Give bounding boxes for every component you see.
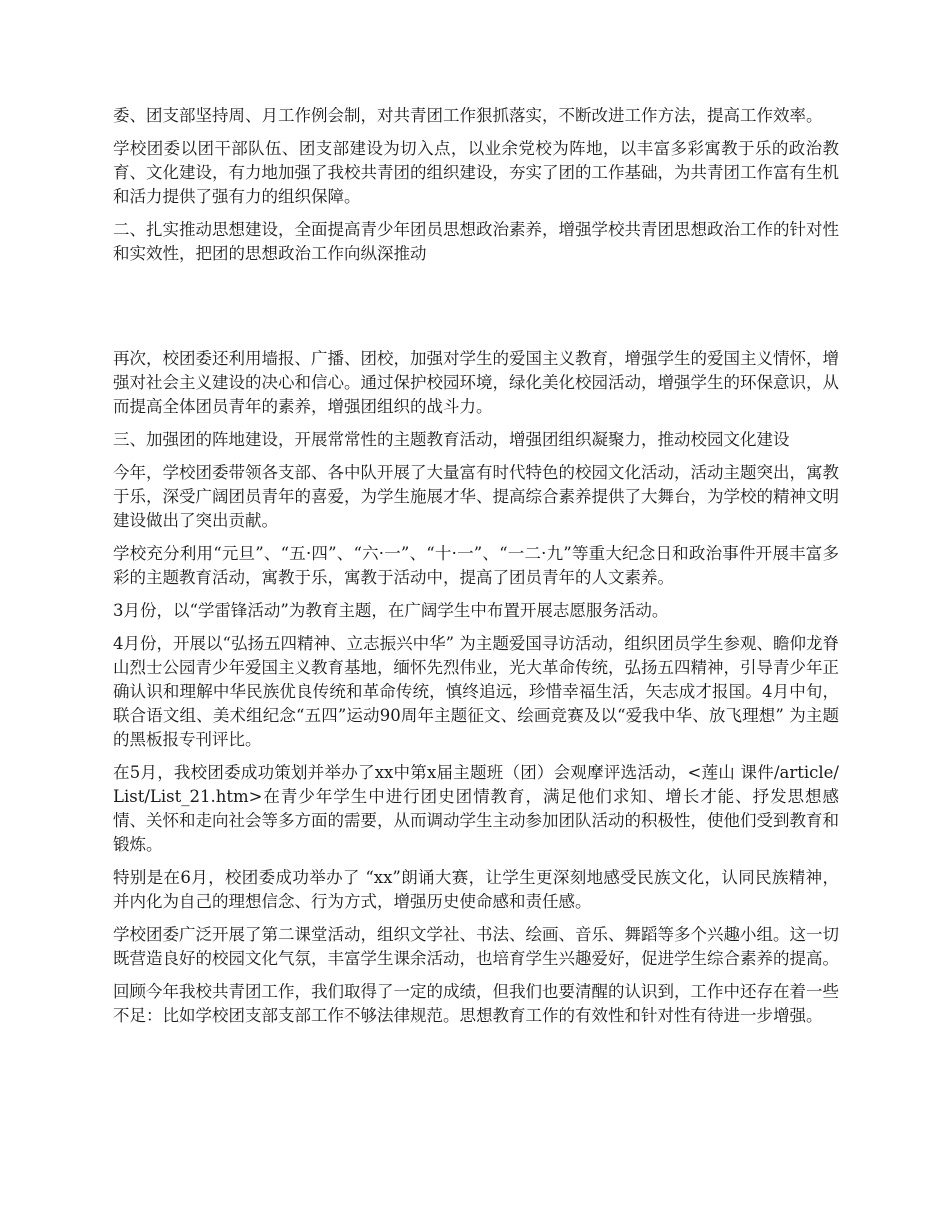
section-heading: 二、扎实推动思想建设，全面提高青少年团员思想政治素养，增强学校共青团思想政治工作的针对性和实效性，把团的思想政治工作向纵深推动 [113,220,839,263]
paragraph: 学校团委广泛开展了第二课堂活动，组织文学社、书法、绘画、音乐、舞蹈等多个兴趣小组。这一切既营造良好的校园文化气氛，丰富学生课余活动，也培育学生兴趣爱好，促进学生综合素养的提高。 [113,925,839,968]
paragraph: 在5月，我校团委成功策划并举办了xx中第x届主题班（团）会观摩评选活动，<莲山 课件/article/List/List_21.htm>在青少年学生中进行团史团情教育，满足他们求知、增长才能、抒发思想感情、关怀和走向社会等多方面的需要，从而调动学生主动参加团队活动的积极性，使他们受到教育和锻炼。 [113,763,839,854]
blank-gap [113,275,839,347]
document-page [113,104,839,1037]
paragraph: 学校充分利用“元旦”、“五·四”、“六·一”、“十·一”、“一二·九”等重大纪念日和政治事件开展丰富多彩的主题教育活动，寓教于乐，寓教于活动中，提高了团员青年的人文素养。 [113,544,839,587]
paragraph: 3月份，以“学雷锋活动”为教育主题，在广阔学生中布置开展志愿服务活动。 [113,601,669,620]
paragraph: 再次，校团委还利用墙报、广播、团校，加强对学生的爱国主义教育，增强学生的爱国主义情怀，增强对社会主义建设的决心和信心。通过保护校园环境，绿化美化校园活动，增强学生的环保意识，从而提高全体团员青年的素养，增强团组织的战斗力。 [113,349,839,416]
paragraph: 特别是在6月，校团委成功举办了 “xx”朗诵大赛，让学生更深刻地感受民族文化，认同民族精神，并内化为自己的理想信念、行为方式，增强历史使命感和责任感。 [113,868,839,911]
paragraph: 4月份，开展以“弘扬五四精神、立志振兴中华” 为主题爱国寻访活动，组织团员学生参观、瞻仰龙脊山烈士公园青少年爱国主义教育基地，缅怀先烈伟业，光大革命传统，弘扬五四精神，引导青少年正确认识和理解中华民族优良传统和革命传统，慎终追远，珍惜幸福生活，矢志成才报国。4月中旬，联合语文组、美术组纪念“五四”运动90周年主题征文、绘画竞赛及以“爱我中华、放飞理想” 为主题的黑板报专刊评比。 [113,634,839,749]
paragraph: 今年，学校团委带领各支部、各中队开展了大量富有时代特色的校园文化活动，活动主题突出，寓教于乐，深受广阔团员青年的喜爱，为学生施展才华、提高综合素养提供了大舞台，为学校的精神文明建设做出了突出贡献。 [113,463,839,530]
paragraph: 学校团委以团干部队伍、团支部建设为切入点，以业余党校为阵地，以丰富多彩寓教于乐的政治教育、文化建设，有力地加强了我校共青团的组织建设，夯实了团的工作基础，为共青团工作富有生机和活力提供了强有力的组织保障。 [113,139,839,206]
paragraph: 委、团支部坚持周、月工作例会制，对共青团工作狠抓落实，不断改进工作方法，提高工作效率。 [113,106,823,125]
section-heading: 三、加强团的阵地建设，开展常常性的主题教育活动，增强团组织凝聚力，推动校园文化建设 [113,430,790,449]
paragraph: 回顾今年我校共青团工作，我们取得了一定的成绩，但我们也要清醒的认识到，工作中还存在着一些不足：比如学校团支部支部工作不够法律规范。思想教育工作的有效性和针对性有待进一步增强。 [113,982,839,1025]
